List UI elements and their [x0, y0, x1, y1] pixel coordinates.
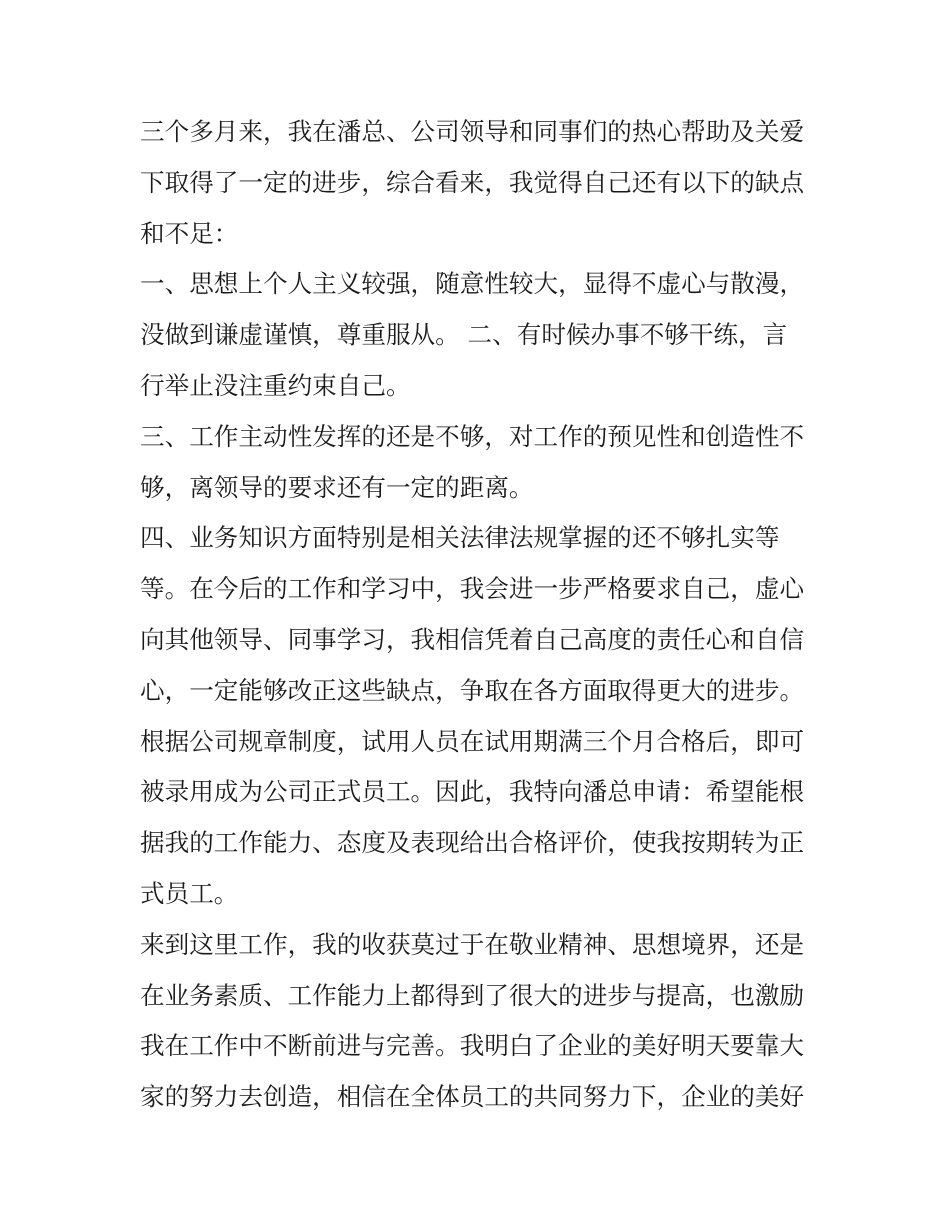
text-line: 家的努力去创造，相信在全体员工的共同努力下，企业的美好: [140, 1082, 805, 1112]
text-line: 在业务素质、工作能力上都得到了很大的进步与提高，也激励: [140, 980, 805, 1010]
text-line: 心，一定能够改正这些缺点，争取在各方面取得更大的进步。: [140, 675, 805, 705]
text-line: 被录用成为公司正式员工。因此，我特向潘总申请：希望能根: [140, 777, 805, 807]
text-line: 我在工作中不断前进与完善。我明白了企业的美好明天要靠大: [140, 1031, 805, 1061]
text-line: 行举止没注重约束自己。: [140, 370, 411, 400]
text-line: 据我的工作能力、态度及表现给出合格评价，使我按期转为正: [140, 828, 805, 858]
text-line: 三、工作主动性发挥的还是不够，对工作的预见性和创造性不: [140, 421, 805, 451]
text-line: 三个多月来，我在潘总、公司领导和同事们的热心帮助及关爱: [140, 117, 805, 146]
text-line: 式员工。: [140, 878, 239, 908]
text-line: 够，离领导的要求还有一定的距离。: [140, 472, 534, 502]
text-line: 等。在今后的工作和学习中，我会进一步严格要求自己，虚心: [140, 574, 805, 604]
document-body: [140, 107, 830, 1123]
text-line: 和不足：: [140, 218, 239, 248]
text-line: 根据公司规章制度，试用人员在试用期满三个月合格后，即可: [140, 726, 805, 756]
text-line: 来到这里工作，我的收获莫过于在敬业精神、思想境界，还是: [140, 929, 805, 959]
text-line: 一、思想上个人主义较强，随意性较大，显得不虚心与散漫，: [140, 269, 805, 299]
text-line: 向其他领导、同事学习，我相信凭着自己高度的责任心和自信: [140, 624, 805, 654]
text-line: 四、业务知识方面特别是相关法律法规掌握的还不够扎实等: [140, 523, 780, 553]
text-line: 没做到谦虚谨慎，尊重服从。 二、有时候办事不够干练，言: [140, 320, 788, 350]
text-line: 下取得了一定的进步，综合看来，我觉得自己还有以下的缺点: [140, 167, 805, 197]
